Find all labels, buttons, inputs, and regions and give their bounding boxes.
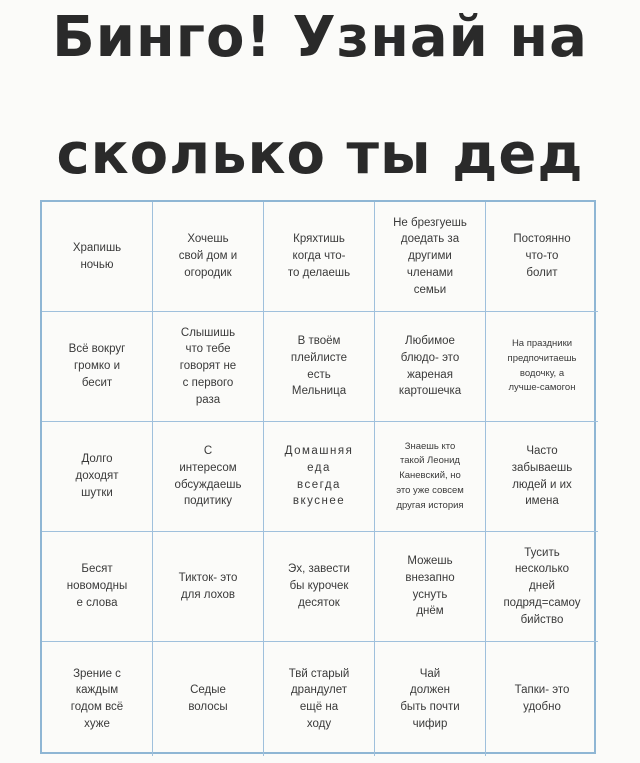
bingo-cell-8: В твоём плейлисте есть Мельница <box>264 312 375 422</box>
bingo-cell-9: Любимое блюдо- это жареная картошечка <box>375 312 486 422</box>
bingo-cell-6: Всё вокруг громко и бесит <box>42 312 153 422</box>
bingo-cell-18: Эх, завести бы курочек десяток <box>264 532 375 642</box>
bingo-cell-22: Седые волосы <box>153 642 264 756</box>
bingo-cell-20: Тусить несколько дней подряд=самоу бийство <box>486 532 598 642</box>
bingo-cell-23: Твй старый драндулет ещё на ходу <box>264 642 375 756</box>
bingo-grid <box>40 200 596 754</box>
bingo-cell-19: Можешь внезапно уснуть днём <box>375 532 486 642</box>
bingo-cell-21: Зрение с каждым годом всё хуже <box>42 642 153 756</box>
bingo-cell-24: Чай должен быть почти чифир <box>375 642 486 756</box>
bingo-cell-17: Тикток- это для лохов <box>153 532 264 642</box>
bingo-cell-2: Хочешь свой дом и огородик <box>153 202 264 312</box>
bingo-cell-3: Кряхтишь когда что- то делаешь <box>264 202 375 312</box>
bingo-cell-11: Долго доходят шутки <box>42 422 153 532</box>
bingo-cell-5: Постоянно что-то болит <box>486 202 598 312</box>
bingo-cell-10: На праздники предпочитаешь водочку, а лучше-самогон <box>486 312 598 422</box>
bingo-cell-4: Не брезгуешь доедать за другими членами семьи <box>375 202 486 312</box>
bingo-cell-16: Бесят новомодны е слова <box>42 532 153 642</box>
bingo-cell-7: Слышишь что тебе говорят не с первого раза <box>153 312 264 422</box>
bingo-cell-13: Домашняя еда всегда вкуснее <box>264 422 375 532</box>
bingo-cell-14: Знаешь кто такой Леонид Каневский, но это уже совсем другая история <box>375 422 486 532</box>
bingo-cell-12: С интересом обсуждаешь подитику <box>153 422 264 532</box>
title-line-1: Бинго! Узнай на <box>52 5 588 70</box>
bingo-cell-15: Часто забываешь людей и их имена <box>486 422 598 532</box>
title-line-2: сколько ты дед <box>56 122 584 187</box>
bingo-cell-1: Храпишь ночью <box>42 202 153 312</box>
bingo-cell-25: Тапки- это удобно <box>514 684 570 713</box>
